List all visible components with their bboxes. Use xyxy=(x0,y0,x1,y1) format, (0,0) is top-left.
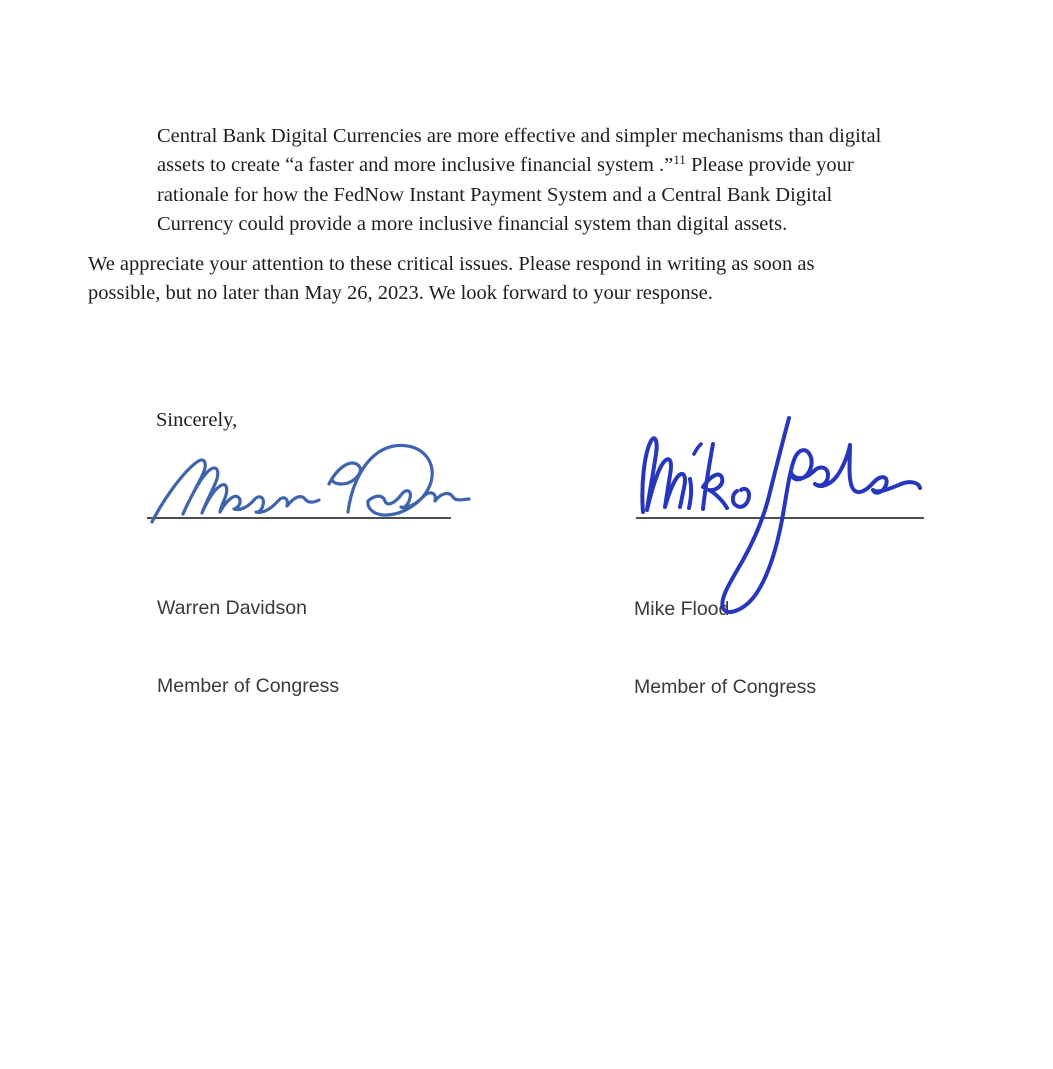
valediction: Sincerely, xyxy=(156,409,238,431)
warren-davidson-signature xyxy=(145,438,475,533)
signer-title: Member of Congress xyxy=(634,676,817,698)
signer-block xyxy=(157,543,339,751)
closing-paragraph xyxy=(88,250,814,308)
signature-stroke xyxy=(348,445,469,515)
paragraph-line xyxy=(157,151,881,181)
mike-flood-signature xyxy=(623,410,938,620)
signer-name: Mike Flood xyxy=(634,598,730,620)
signature-stroke xyxy=(689,479,691,508)
paragraph-line: Currency could provide a more inclusive financial system than digital assets. xyxy=(157,213,788,235)
signature-stroke xyxy=(152,460,319,522)
signer-title: Member of Congress xyxy=(157,675,340,697)
paragraph-line: Central Bank Digital Currencies are more effective and simpler mechanisms than digital xyxy=(157,125,882,147)
signer-name: Warren Davidson xyxy=(157,597,307,619)
body-paragraph xyxy=(157,122,881,239)
paragraph-line: We appreciate your attention to these critical issues. Please respond in writing as soon as xyxy=(88,253,815,275)
signature-stroke xyxy=(642,438,685,512)
paragraph-line: possible, but no later than May 26, 2023. We look forward to your response. xyxy=(88,282,713,304)
signature-stroke xyxy=(733,489,749,507)
paragraph-text: assets to create “a faster and more inclusive financial system .” xyxy=(157,154,674,176)
paragraph-line: rationale for how the FedNow Instant Payment System and a Central Bank Digital xyxy=(157,184,833,206)
paragraph-text: Please provide your xyxy=(685,154,854,176)
footnote-marker: 11 xyxy=(673,152,686,167)
signature-stroke xyxy=(722,418,920,612)
signature-stroke xyxy=(694,444,701,454)
